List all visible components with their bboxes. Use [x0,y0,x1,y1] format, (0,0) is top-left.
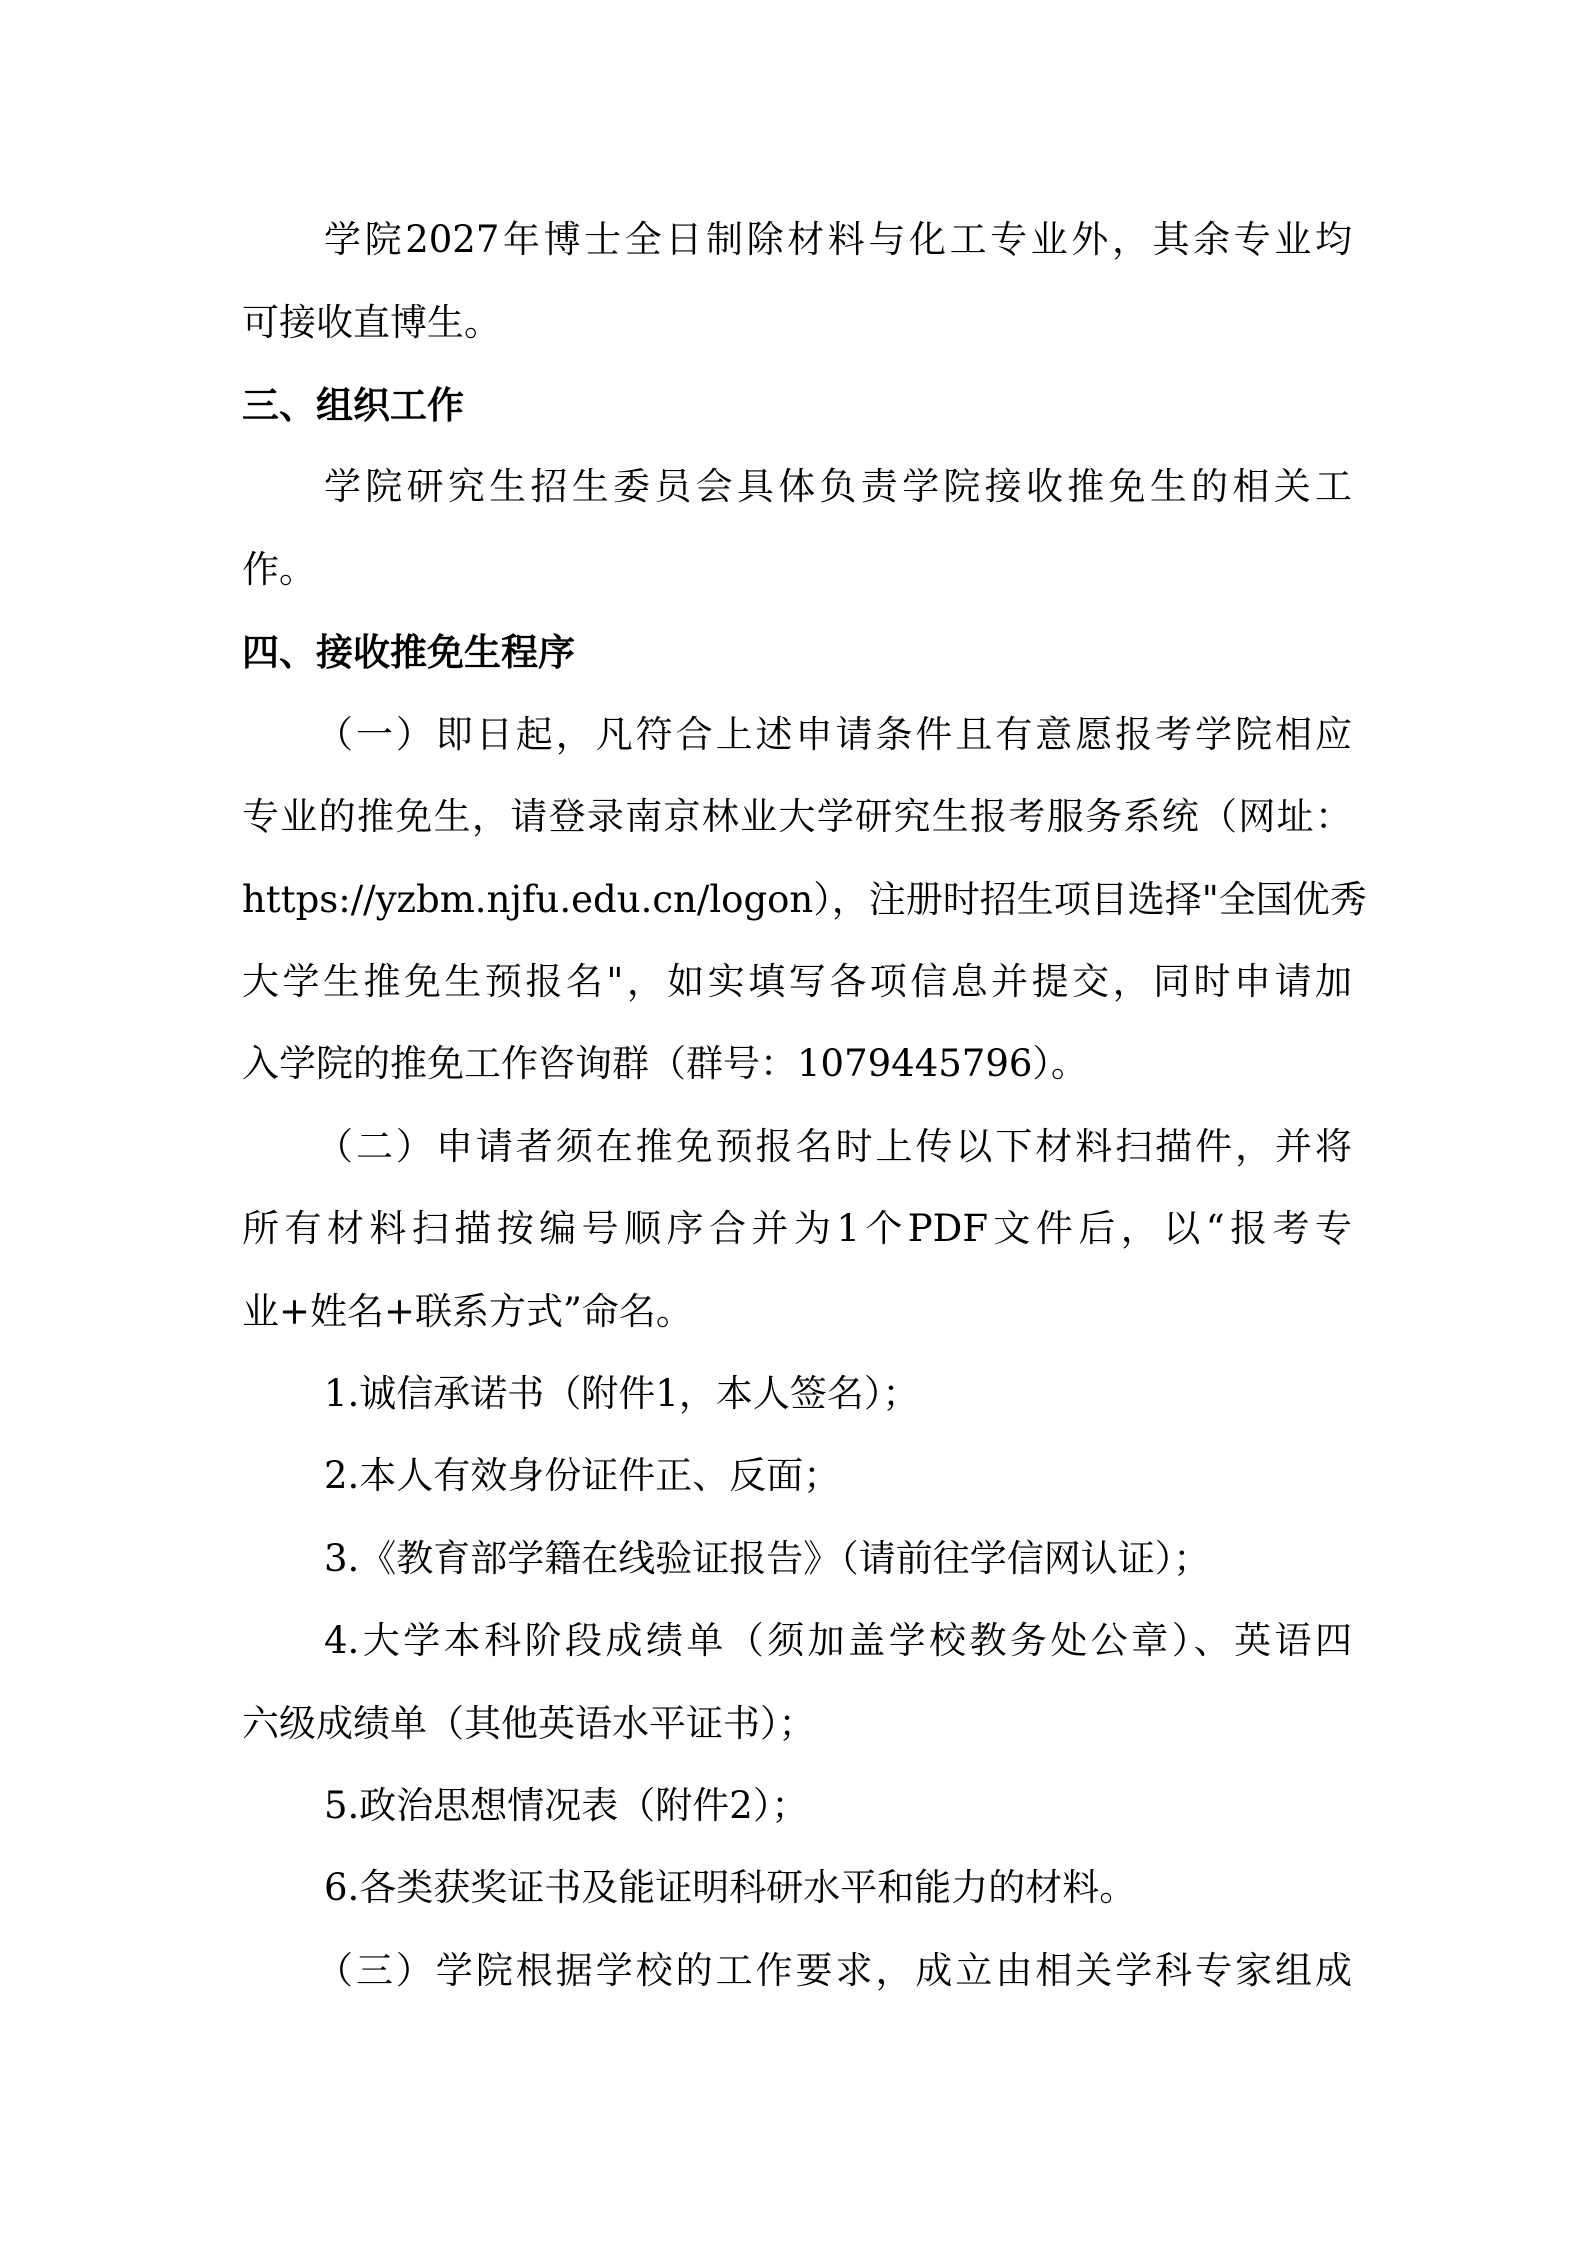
list-item-continuation: 六级成绩单（其他英语水平证书）； [242,1702,816,1745]
paragraph-line: 所有材料扫描按编号顺序合并为1个PDF文件后，以“报考专 [242,1207,1352,1250]
list-item: 4.大学本科阶段成绩单（须加盖学校教务处公章）、英语四 [324,1619,1352,1662]
paragraph-line: 可接收直博生。 [242,301,501,344]
list-item: 1.诚信承诺书（附件1，本人签名）； [324,1372,920,1415]
paragraph-line: 专业的推免生，请登录南京林业大学研究生报考服务系统（网址： [242,795,1352,838]
list-item: 3.《教育部学籍在线验证报告》（请前往学信网认证）； [324,1537,1211,1580]
paragraph-line: （三）学院根据学校的工作要求，成立由相关学科专家组成 [316,1949,1352,1992]
paragraph-line: （二）申请者须在推免预报名时上传以下材料扫描件，并将 [316,1125,1352,1168]
paragraph-line: 大学生推免生预报名"，如实填写各项信息并提交，同时申请加 [242,960,1352,1003]
section-heading: 四、接收推免生程序 [242,630,575,674]
paragraph-line: 业+姓名+联系方式”命名。 [242,1290,693,1333]
list-item: 6.各类获奖证书及能证明科研水平和能力的材料。 [324,1866,1137,1909]
section-heading: 三、组织工作 [242,383,464,427]
paragraph-line: 学院研究生招生委员会具体负责学院接收推免生的相关工 [324,465,1352,508]
paragraph-line: 作。 [242,548,316,591]
paragraph-line: 学院2027年博士全日制除材料与化工专业外，其余专业均 [324,218,1352,261]
list-item: 2.本人有效身份证件正、反面； [324,1454,841,1497]
paragraph-line: （一）即日起，凡符合上述申请条件且有意愿报考学院相应 [316,713,1352,756]
list-item: 5.政治思想情况表（附件2）； [324,1784,809,1827]
paragraph-line: 入学院的推免工作咨询群（群号：1079445796）。 [242,1042,1088,1085]
paragraph-line: https://yzbm.njfu.edu.cn/logon），注册时招生项目选择"全国优秀 [242,878,1367,921]
